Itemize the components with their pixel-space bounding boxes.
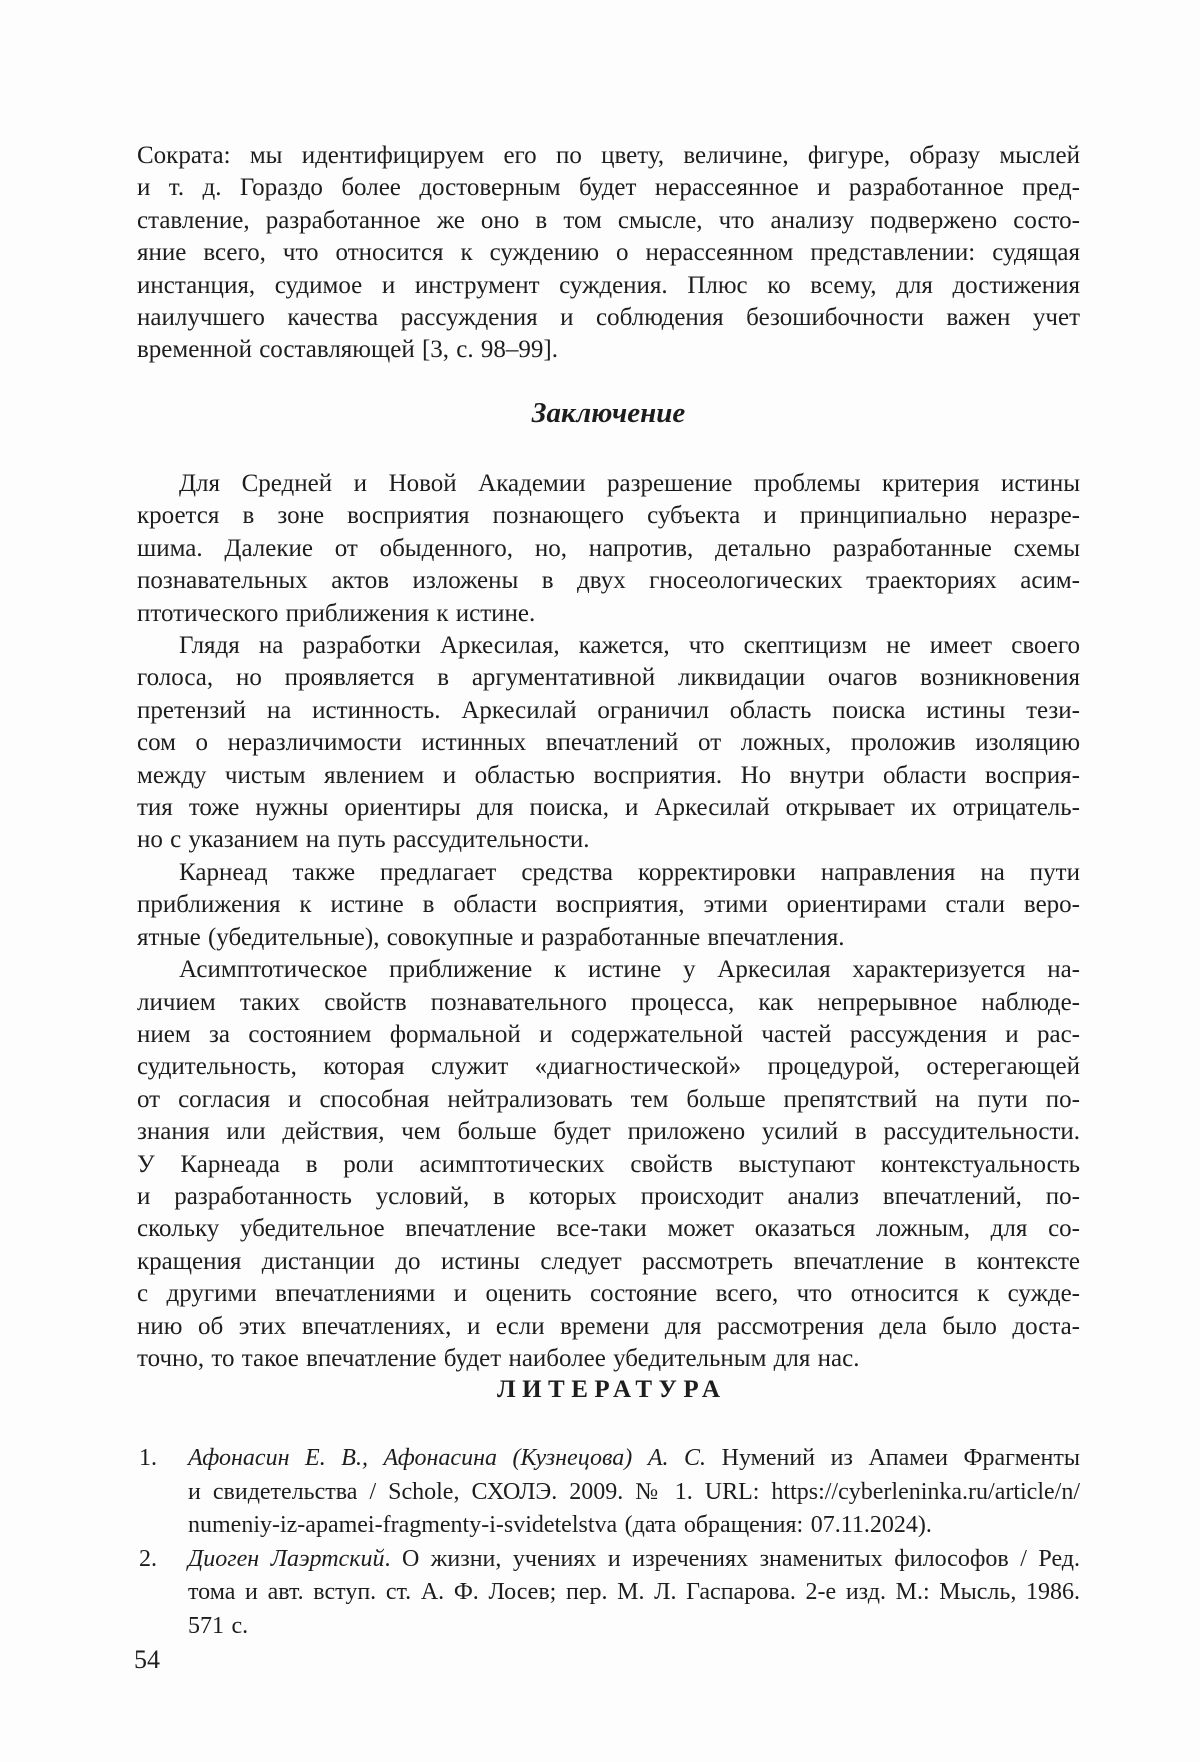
- text-line: личием таких свойств познавательного процесса, как непрерывное наблюде-: [137, 988, 1080, 1016]
- text-line: голоса, но проявляется в аргументативной ликвидации очагов возникновения: [137, 664, 1080, 692]
- text-line: судительность, которая служит «диагностической» процедурой, остерегающей: [137, 1053, 1080, 1081]
- text-line: тия тоже нужны ориентиры для поиска, и Аркесилай открывает их отрицатель-: [137, 794, 1080, 822]
- text-line: и т. д. Гораздо более достоверным будет нерассеянное и разработанное пред-: [137, 174, 1080, 202]
- reference-text: Нумений из Апамеи Фрагменты: [706, 1445, 1080, 1471]
- text-line: Глядя на разработки Аркесилая, кажется, что скептицизм не имеет своего: [179, 632, 1080, 660]
- paragraph-continued-from-previous-page: [137, 140, 1080, 367]
- text-line: [188, 1576, 1080, 1643]
- section-heading-conclusion: Заключение: [531, 397, 686, 429]
- text-line: сом о неразличимости истинных впечатлений от ложных, проложив изоляцию: [137, 729, 1080, 757]
- text-line: от согласия и способная нейтрализовать тем больше препятствий на пути по-: [137, 1085, 1080, 1113]
- text-line: [188, 1442, 1080, 1476]
- reference-item: [137, 1442, 1080, 1543]
- page-number: 54: [134, 1645, 160, 1674]
- text-line: [188, 1476, 1080, 1510]
- reference-number: 1.: [139, 1445, 157, 1471]
- text-line: скольку убедительное впечатление все-таки может оказаться ложным, для со-: [137, 1215, 1080, 1243]
- text-line: Сократа: мы идентифицируем его по цвету, величине, фигуре, образу мыслей: [137, 142, 1080, 169]
- text-line: приближения к истине в области восприятия, этими ориентирами стали веро-: [137, 891, 1080, 919]
- text-line: ятные (убедительные), совокупные и разработанные впечатления.: [137, 923, 845, 951]
- text-line: Для Средней и Новой Академии разрешение проблемы критерия истины: [179, 470, 1080, 497]
- section-heading-literature: ЛИТЕРАТУРА: [496, 1376, 727, 1403]
- reference-authors: Афонасин Е. В., Афонасина (Кузнецова) А. С.: [188, 1445, 707, 1471]
- reference-list: [137, 1442, 1080, 1643]
- text-line: птотического приближения к истине.: [137, 599, 536, 627]
- text-line: и разработанность условий, в которых происходит анализ впечатлений, по-: [137, 1182, 1080, 1210]
- reference-text: тома и авт. вступ. ст. А. Ф. Лосев; пер. М. Л. Гаспарова. 2-е изд. М.: Мысль, 1986. 571 с.: [188, 1579, 1080, 1639]
- text-line: [188, 1509, 1080, 1543]
- reference-text: . О жизни, учениях и изречениях знаменитых философов / Ред.: [384, 1545, 1080, 1572]
- text-line: Асимптотическое приближение к истине у Аркесилая характеризуется на-: [179, 956, 1080, 984]
- text-line: точно, то такое впечатление будет наиболее убедительным для нас.: [137, 1344, 860, 1372]
- text-line: инстанция, судимое и инструмент суждения. Плюс ко всему, для достижения: [137, 271, 1080, 299]
- text-line: наилучшего качества рассуждения и соблюдения безошибочности важен учет: [137, 304, 1080, 332]
- text-line: Карнеад также предлагает средства корректировки направления на пути: [179, 858, 1080, 886]
- reference-authors: Диоген Лаэртский: [188, 1545, 385, 1572]
- text-line: знания или действия, чем больше будет приложено усилий в рассудительности.: [137, 1118, 1080, 1146]
- text-line: с другими впечатлениями и оценить состояние всего, что относится к сужде-: [137, 1280, 1080, 1308]
- text-line: между чистым явлением и областью восприятия. Но внутри области восприя-: [137, 761, 1080, 789]
- text-line: У Карнеада в роли асимптотических свойств выступают контекстуальность: [137, 1150, 1080, 1178]
- reference-text: и свидетельства / Schole, СХОЛЭ. 2009. № 1. URL: https://cyberleninka.ru/article/n/: [188, 1478, 1080, 1505]
- reference-item: [137, 1543, 1080, 1644]
- text-line: кроется в зоне восприятия познающего субъекта и принципиально неразре-: [137, 502, 1080, 530]
- text-line: но с указанием на путь рассудительности.: [137, 826, 590, 854]
- text-line: претензий на истинность. Аркесилай ограничил область поиска истины тези-: [137, 696, 1080, 724]
- conclusion-section-paragraphs: [137, 468, 1080, 1375]
- text-line: кращения дистанции до истины следует рассмотреть впечатление в контексте: [137, 1247, 1080, 1275]
- text-line: нию об этих впечатлениях, и если времени для рассмотрения дела было доста-: [137, 1312, 1080, 1340]
- text-line: ставление, разработанное же оно в том смысле, что анализу подвержено состо-: [137, 206, 1080, 234]
- text-line: яние всего, что относится к суждению о нерассеянном представлении: судящая: [137, 239, 1080, 267]
- reference-number: 2.: [139, 1545, 157, 1572]
- text-line: [188, 1543, 1080, 1577]
- text-line: временной составляющей [3, с. 98–99].: [137, 336, 558, 364]
- text-line: шима. Далекие от обыденного, но, напротив, детально разработанные схемы: [137, 534, 1080, 562]
- reference-text: numeniy-iz-apamei-fragmenty-i-svidetelstva (дата обращения: 07.11.2024).: [188, 1512, 932, 1538]
- text-line: познавательных актов изложены в двух гносеологических траекториях асим-: [137, 567, 1080, 595]
- text-line: нием за состоянием формальной и содержательной частей рассуждения и рас-: [137, 1020, 1080, 1048]
